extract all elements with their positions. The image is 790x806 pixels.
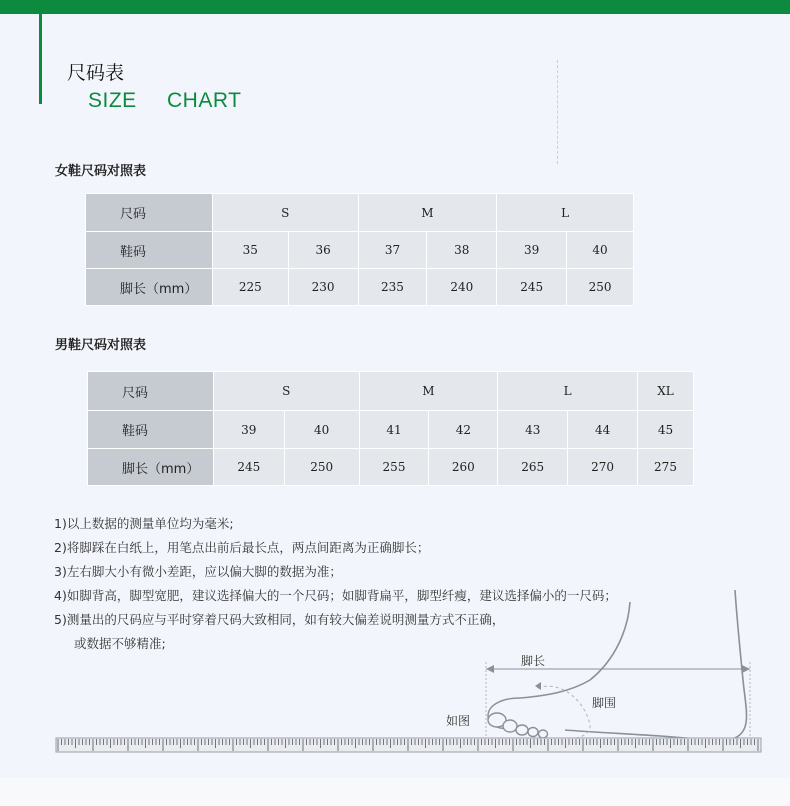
shoe-size-cell: 44 xyxy=(568,411,638,449)
girth-arrow xyxy=(535,682,541,690)
foot-length-cell: 270 xyxy=(568,449,638,486)
shoe-size-cell: 39 xyxy=(497,232,567,269)
men-table-title: 男鞋尺码对照表 xyxy=(55,338,147,353)
men-size-table xyxy=(87,371,694,486)
women-table-title: 女鞋尺码对照表 xyxy=(55,164,147,179)
table-row xyxy=(86,194,634,232)
foot-length-cell: 275 xyxy=(638,449,694,486)
foot-length-cell: 235 xyxy=(358,269,427,306)
top-accent-bar xyxy=(0,0,790,14)
size-cell: L xyxy=(497,194,634,232)
row-label: 脚长（mm） xyxy=(86,269,213,306)
shoe-size-cell: 43 xyxy=(498,411,568,449)
shoe-size-cell: 40 xyxy=(567,232,634,269)
foot-length-cell: 260 xyxy=(429,449,498,486)
size-cell: S xyxy=(212,194,358,232)
table-row xyxy=(86,232,634,269)
size-cell: M xyxy=(359,372,498,411)
arrow-left-icon xyxy=(486,665,494,673)
shoe-size-cell: 42 xyxy=(429,411,498,449)
shoe-size-cell: 41 xyxy=(359,411,429,449)
shoe-size-cell: 40 xyxy=(284,411,359,449)
size-cell: S xyxy=(213,372,359,411)
size-cell: M xyxy=(358,194,497,232)
row-label: 尺码 xyxy=(88,372,214,411)
foot-outline xyxy=(520,590,747,740)
note-line: 5)测量出的尺码应与平时穿着尺码大致相同，如有较大偏差说明测量方式不正确， xyxy=(54,612,505,627)
foot-length-cell: 250 xyxy=(567,269,634,306)
foot-length-cell: 245 xyxy=(213,449,284,486)
row-label: 尺码 xyxy=(86,194,213,232)
guide-mark xyxy=(557,60,559,164)
example-label: 如图 xyxy=(446,714,471,728)
table-row xyxy=(88,372,694,411)
foot-length-cell: 225 xyxy=(212,269,288,306)
foot-length-cell: 245 xyxy=(497,269,567,306)
shoe-size-cell: 36 xyxy=(288,232,358,269)
note-line: 4)如脚背高，脚型宽肥，建议选择偏大的一个尺码；如脚背扁平，脚型纤瘦，建议选择偏小的一尺码； xyxy=(54,588,617,603)
foot-length-label: 脚长 xyxy=(521,654,546,668)
note-line: 2)将脚踩在白纸上，用笔点出前后最长点，两点间距离为正确脚长； xyxy=(54,540,430,555)
shoe-size-cell: 39 xyxy=(213,411,284,449)
note-line: 3)左右脚大小有微小差距，应以偏大脚的数据为准； xyxy=(54,564,342,579)
foot-length-cell: 250 xyxy=(284,449,359,486)
row-label: 鞋码 xyxy=(86,232,213,269)
foot-length-cell: 255 xyxy=(359,449,429,486)
foot-measure-illustration xyxy=(0,580,790,780)
table-row xyxy=(88,449,694,486)
women-size-table xyxy=(85,193,634,306)
title-accent-line xyxy=(39,14,42,104)
page-title: 尺码表 xyxy=(67,62,125,84)
shoe-size-cell: 38 xyxy=(427,232,497,269)
table-row xyxy=(88,411,694,449)
ruler xyxy=(56,738,761,752)
table-row xyxy=(86,269,634,306)
arrow-right-icon xyxy=(742,665,750,673)
row-label: 脚长（mm） xyxy=(88,449,214,486)
size-cell: XL xyxy=(638,372,694,411)
row-label: 鞋码 xyxy=(88,411,214,449)
shoe-size-cell: 37 xyxy=(358,232,427,269)
shoe-size-cell: 35 xyxy=(212,232,288,269)
foot-girth-label: 脚围 xyxy=(592,696,617,710)
shoe-size-cell: 45 xyxy=(638,411,694,449)
size-cell: L xyxy=(498,372,638,411)
foot-length-cell: 230 xyxy=(288,269,358,306)
note-line: 或数据不够精准; xyxy=(74,636,166,651)
note-line: 1)以上数据的测量单位均为毫米; xyxy=(54,516,234,531)
foot-length-cell: 265 xyxy=(498,449,568,486)
page-subtitle: SIZE CHART xyxy=(88,89,242,112)
foot-length-cell: 240 xyxy=(427,269,497,306)
footer-band xyxy=(0,778,790,806)
toes xyxy=(488,698,548,738)
